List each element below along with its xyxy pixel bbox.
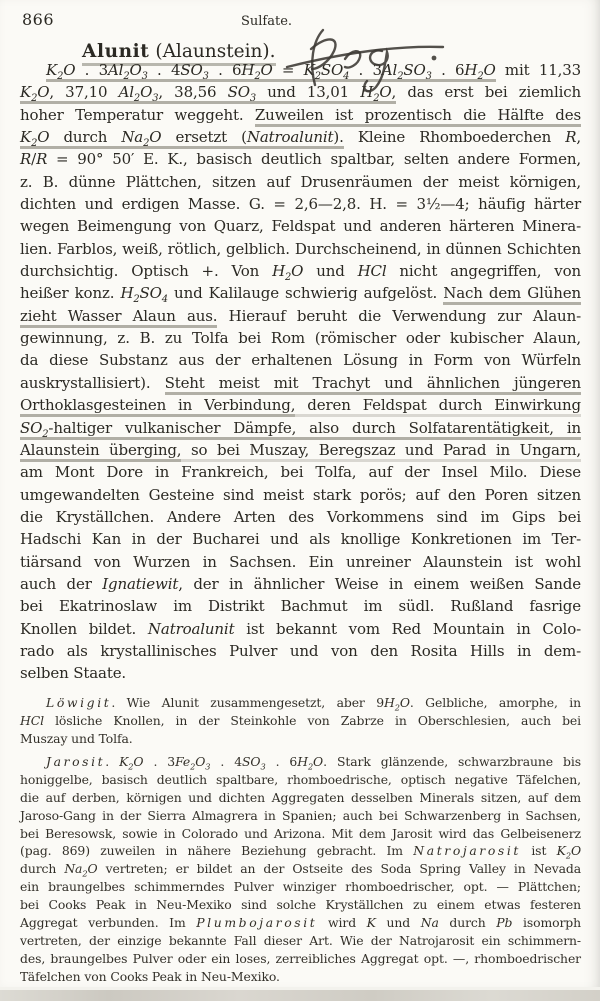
text-line: R/R = 90° 50′ E. K., basisch deutlich spaltbar, selten andere Formen, xyxy=(20,150,581,169)
text-line: honiggelbe, basisch deutlich spaltbare, rhomboedrische, optisch negative Täfelchen, xyxy=(20,771,581,787)
text-line: lien. Farblos, weiß, rötlich, gelblich. Durchscheinend, in dünnen Schichten xyxy=(20,239,581,258)
text-line: bei Ekatrinoslaw im Distrikt Bachmut im südl. Rußland fasrige xyxy=(20,597,581,616)
text-line: auskrystallisiert). Steht meist mit Trachyt und ähnlichen jüngeren xyxy=(20,373,581,392)
text-line: Aggregat verbunden. Im Plumbojarosit wird K und Na durch Pb isomorph xyxy=(20,915,582,931)
text-line: tiärsand von Wurzen in Sachsen. Ein unreiner Alaunstein ist wohl xyxy=(20,552,581,571)
text-line: da diese Substanz aus der erhaltenen Lösung in Form von Würfeln xyxy=(20,351,581,370)
text-line: durch $Na_2O$ vertreten; er bildet an der Ostseite des Soda Spring Valley in Nevada xyxy=(20,861,582,879)
text-line: vertreten, der einzige bekannte Fall dieser Art. Wie der Natrojarosit ein schimmern- xyxy=(20,932,581,948)
handwritten-annotation xyxy=(283,24,448,98)
text-line: wegen Beimengung von Quarz, Feldspat und anderen härteren Minera- xyxy=(20,217,581,236)
text-line: HCl lösliche Knollen, in der Steinkohle von Zabrze in Oberschlesien, auch bei xyxy=(20,712,581,728)
text-line: (pag. 869) zuweilen in nähere Beziehung gebracht. Im Natrojarosit ist $K_2O$ xyxy=(20,843,581,861)
text-line: $K_2O$ durch $Na_2O$ ersetzt (Natroalunit). Kleine Rhomboederchen R, xyxy=(20,128,581,150)
text-line: Jaroso-Gang in der Sierra Almagrera in Spanien; auch bei Schwarzenberg in Sachsen, xyxy=(20,807,581,823)
main-paragraph xyxy=(20,59,581,685)
page-bottom-edge xyxy=(0,987,600,1001)
text-line: Knollen bildet. Natroalunit ist bekannt vom Red Mountain in Colo- xyxy=(20,619,581,638)
text-line: rado als krystallinisches Pulver und von den Rosita Hills in dem- xyxy=(20,641,581,660)
text-line: am Mont Dore in Frankreich, bei Tolfa, auf der Insel Milo. Diese xyxy=(20,463,581,482)
text-line: zieht Wasser Alaun aus. Hierauf beruht die Verwendung zur Alaun- xyxy=(20,306,581,325)
mineral-name-synonym: (Alaunstein). xyxy=(149,41,276,62)
text-line: des, braungelbes Pulver oder ein loses, zerreibliches Aggregat opt. —, rhomboedrischer xyxy=(20,950,581,966)
pencil-scribble-icon xyxy=(283,24,448,98)
text-line: umgewandelten Gesteine sind meist stark porös; auf den Poren sitzen xyxy=(20,485,581,504)
text-line: z. B. dünne Plättchen, sitzen auf Drusenräumen der meist körnigen, xyxy=(20,172,581,191)
text-line: gewinnung, z. B. zu Tolfa bei Rom (römischer oder kubischer Alaun, xyxy=(20,329,581,348)
text-line: $K_2O$, 37,10 $Al_2O_3$, 38,56 $SO_3$ und 13,01 $H_2O$, das erst bei ziemlich xyxy=(20,83,581,105)
text-line: die Kryställchen. Andere Arten des Vorkommens sind im Gips bei xyxy=(20,507,581,526)
loewigit-paragraph xyxy=(20,694,581,748)
text-line: Muszay und Tolfa. xyxy=(20,730,133,746)
text-line: durchsichtig. Optisch +. Von $H_2O$ und HCl nicht angegriffen, von xyxy=(20,262,581,284)
text-line: $K_2O$ . $3Al_2O_3$ . $4SO_3$ . $6H_2O = K_2SO_4$ . $3Al_2SO_3$ . $6H_2O$ mit 11,33 xyxy=(46,61,582,82)
text-line: dichten und erdigen Masse. G. = 2,6—2,8. H. = 3½—4; häufig härter xyxy=(20,195,581,214)
text-line: hoher Temperatur weggeht. Zuweilen ist prozentisch die Hälfte des xyxy=(20,105,581,124)
text-line: heißer konz. $H_2SO_4$ und Kalilauge schwierig aufgelöst. Nach dem Glühen xyxy=(20,284,581,306)
text-line: bei Beresowsk, sowie in Colorado und Arizona. Mit dem Jarosit wird das Gelbeisenerz xyxy=(20,825,581,841)
text-line: Täfelchen von Cooks Peak in Neu-Mexiko. xyxy=(20,968,280,984)
text-line: die auf derben, körnigen und dichten Aggregaten desselben Minerals sitzen, auf dem xyxy=(20,789,581,805)
text-line: Hadschi Kan in der Bucharei und als knollige Konkretionen im Ter- xyxy=(20,530,581,549)
text-line: ein braungelbes schimmerndes Pulver winziger rhomboedrischer, opt. — Plättchen; xyxy=(20,879,581,895)
text-line: auch der Ignatiewit, der in ähnlicher Weise in einem weißen Sande xyxy=(20,574,581,593)
page-number: 866 xyxy=(22,10,55,29)
text-line: bei Cooks Peak in Neu-Mexiko sind solche Kryställchen zu einem etwas festeren xyxy=(20,897,581,913)
text-line: Alaunstein überging, so bei Muszay, Beregszaz und Parad in Ungarn, xyxy=(20,440,581,459)
text-line: $SO_2$-haltiger vulkanischer Dämpfe, also durch Solfatarentätigkeit, in xyxy=(20,418,581,440)
text-line: Löwigit. Wie Alunit zusammengesetzt, aber $9H_2O$. Gelbliche, amorphe, in xyxy=(46,695,581,713)
mineral-name: Alunit xyxy=(82,41,150,62)
text-line: Orthoklasgesteinen in Verbindung, deren Feldspat durch Einwirkung xyxy=(20,396,581,415)
text-line: selben Staate. xyxy=(20,664,127,683)
jarosit-paragraph xyxy=(20,753,581,986)
running-head: Sulfate. xyxy=(241,14,293,29)
text-line: Jarosit. $K_2O$ . $3Fe_2O_3$ . $4SO_3$ . $6H_2O$. Stark glänzende, schwarzbraune bis xyxy=(46,754,581,772)
